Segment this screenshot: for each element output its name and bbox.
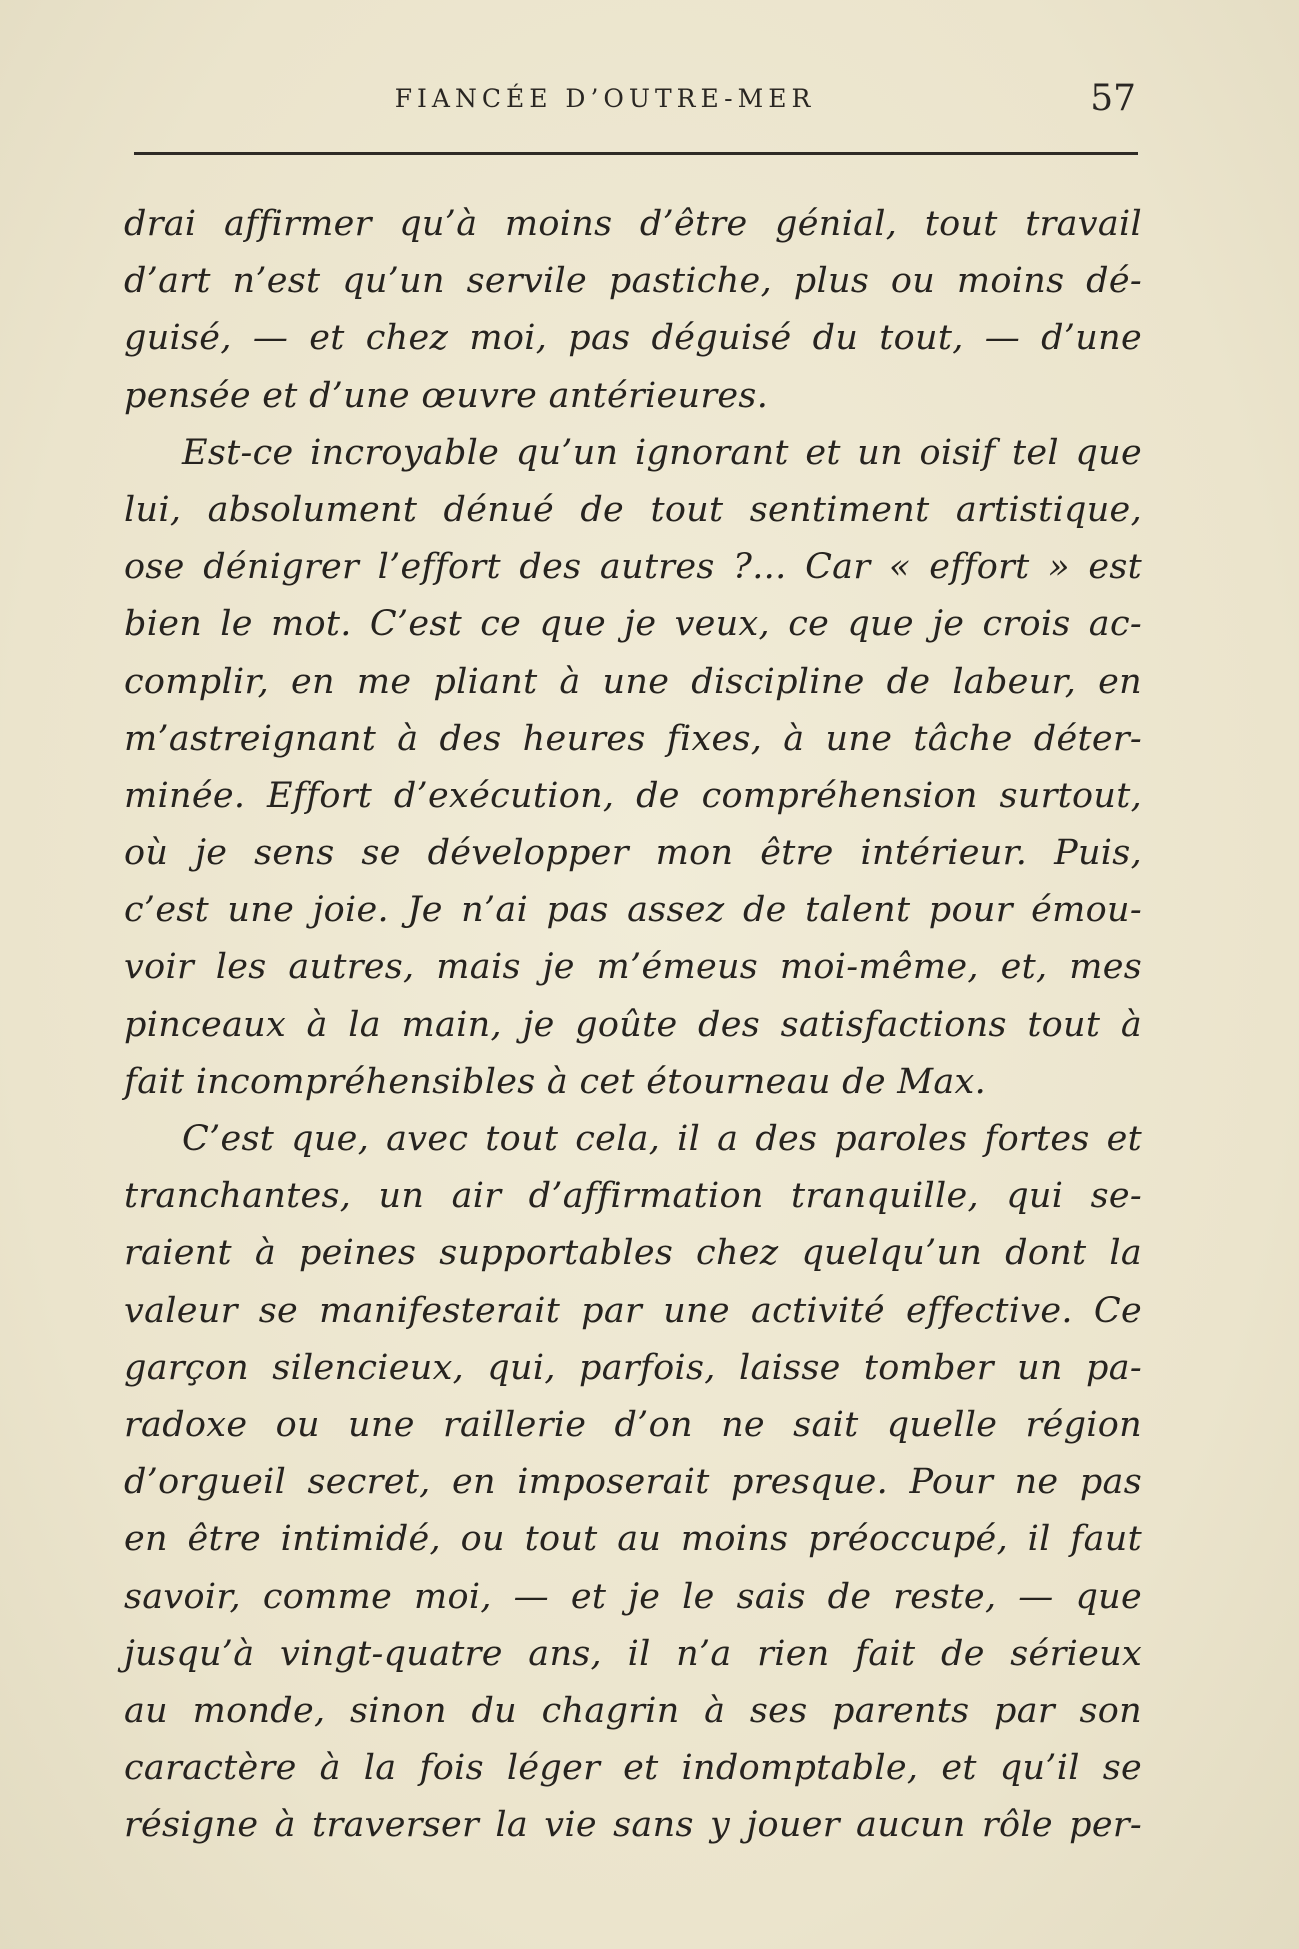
- text-line: garçon silencieux, qui, parfois, laisse tomber un pa-: [124, 1347, 1142, 1388]
- text-line: radoxe ou une raillerie d’on ne sait quelle région: [124, 1404, 1142, 1445]
- text-line: fait incompréhensibles à cet étourneau de Max.: [124, 1061, 987, 1102]
- text-line: d’art n’est qu’un servile pastiche, plus ou moins dé-: [124, 261, 1142, 302]
- text-line: en être intimidé, ou tout au moins préoccupé, il faut: [124, 1519, 1142, 1560]
- text-line: d’orgueil secret, en imposerait presque. Pour ne pas: [124, 1462, 1142, 1503]
- text-line: pensée et d’une œuvre antérieures.: [124, 375, 769, 416]
- text-line: où je sens se développer mon être intérieur. Puis,: [124, 833, 1142, 874]
- text-line: complir, en me pliant à une discipline de labeur, en: [124, 661, 1142, 702]
- text-line: au monde, sinon du chagrin à ses parents par son: [124, 1690, 1142, 1731]
- text-line: ose dénigrer l’effort des autres ?... Car « effort » est: [124, 547, 1142, 588]
- header-rule: [134, 152, 1138, 155]
- text-line: c’est une joie. Je n’ai pas assez de talent pour émou-: [124, 890, 1142, 931]
- text-line: caractère à la fois léger et indomptable, et qu’il se: [124, 1748, 1142, 1789]
- text-line: bien le mot. C’est ce que je veux, ce que je crois ac-: [124, 604, 1142, 645]
- text-line: lui, absolument dénué de tout sentiment artistique,: [124, 489, 1142, 530]
- text-line: savoir, comme moi, — et je le sais de reste, — que: [124, 1576, 1142, 1617]
- text-line: voir les autres, mais je m’émeus moi-même, et, mes: [124, 947, 1142, 988]
- text-line: C’est que, avec tout cela, il a des paroles fortes et: [182, 1119, 1142, 1159]
- text-line: pinceaux à la main, je goûte des satisfactions tout à: [124, 1004, 1142, 1045]
- running-title: FIANCÉE D’OUTRE-MER: [394, 84, 816, 113]
- text-line: raient à peines supportables chez quelqu’un dont la: [124, 1233, 1142, 1274]
- text-line: Est-ce incroyable qu’un ignorant et un oisif tel que: [182, 432, 1142, 473]
- text-line: drai affirmer qu’à moins d’être génial, tout travail: [124, 204, 1142, 244]
- body-text: [124, 196, 1142, 1854]
- running-head: [130, 78, 1140, 124]
- text-line: minée. Effort d’exécution, de compréhension surtout,: [124, 775, 1142, 816]
- text-line: guisé, — et chez moi, pas déguisé du tout, — d’une: [124, 318, 1142, 359]
- text-line: m’astreignant à des heures fixes, à une tâche déter-: [124, 718, 1142, 759]
- page-number: 57: [1090, 78, 1136, 119]
- text-line: jusqu’à vingt-quatre ans, il n’a rien fait de sérieux: [124, 1633, 1142, 1674]
- text-line: valeur se manifesterait par une activité effective. Ce: [124, 1290, 1142, 1331]
- text-line: résigne à traverser la vie sans y jouer aucun rôle per-: [124, 1805, 1142, 1846]
- text-line: tranchantes, un air d’affirmation tranquille, qui se-: [124, 1176, 1142, 1217]
